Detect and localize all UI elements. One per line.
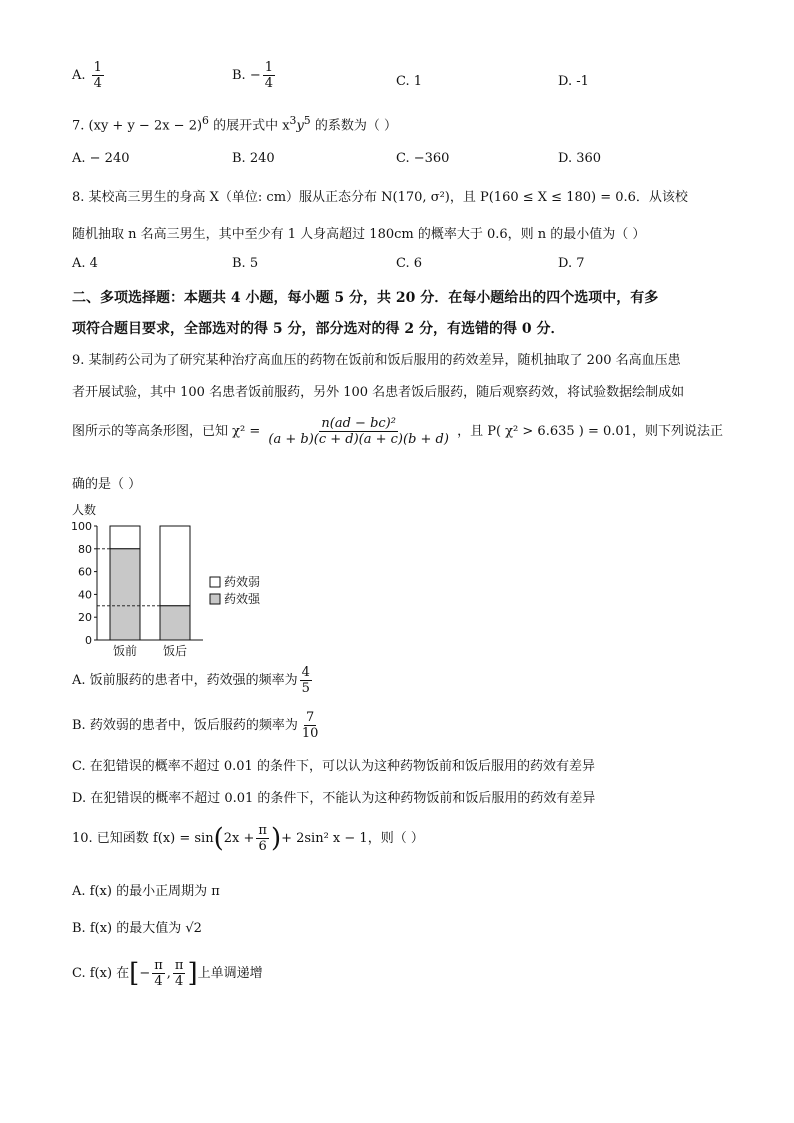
q7-option-c: C. −360: [396, 151, 450, 166]
q6-option-d: D. -1: [558, 74, 589, 89]
q7-option-a: A. − 240: [72, 151, 130, 166]
q7-option-d: D. 360: [558, 151, 602, 166]
q9-option-d: D. 在犯错误的概率不超过 0.01 的条件下，不能认为这种药物饭前和饭后服用的药效有差异: [72, 791, 596, 806]
y-tick-label: 60: [78, 565, 92, 579]
q9-option-a: A. 饭前服药的患者中，药效强的频率为 $\frac{4}{5}$: [72, 665, 310, 696]
bar-weak: [110, 526, 140, 549]
q8-line1: 8. 某校高三男生的身高 X（单位: cm）服从正态分布 N(170, σ²)，且 P(160 ≤ X ≤ 180) = 0.6．从该校: [72, 190, 688, 205]
q8-option-c: C. 6: [396, 256, 423, 271]
y-axis-label: 人数: [72, 503, 97, 517]
q9-option-c: C. 在犯错误的概率不超过 0.01 的条件下，可以认为这种药物饭前和饭后服用的药效有差异: [72, 759, 595, 774]
legend-label-weak: 药效弱: [224, 575, 261, 589]
bar-chart: [60, 500, 300, 665]
legend-label-strong: 药效强: [224, 592, 261, 606]
q8-option-b: B. 5: [232, 256, 259, 271]
legend-swatch-strong: [210, 594, 220, 604]
q9-line2: 者开展试验，其中 100 名患者饭前服药，另外 100 名患者饭后服药，随后观察药效，将试验数据绘制成如: [72, 385, 685, 400]
bar-weak: [160, 526, 190, 606]
q6-option-a: A. $\frac{1}{4}$: [72, 60, 102, 91]
y-tick-label: 40: [78, 588, 92, 602]
legend-swatch-weak: [210, 577, 220, 587]
q10-option-a: A. f(x) 的最小正周期为 π: [72, 884, 220, 899]
bar-strong: [160, 606, 190, 640]
q10-stem: 10. 已知函数 f(x) = sin(2x + $\frac{\pi}{6}$ )+ 2sin² x − 1，则（ ）: [72, 823, 424, 854]
section2-line1: 二、多项选择题：本题共 4 小题，每小题 5 分，共 20 分．在每小题给出的四个选项中，有多: [72, 290, 659, 306]
q9-line1: 9. 某制药公司为了研究某种治疗高血压的药物在饭前和饭后服用的药效差异，随机抽取了 200 名高血压患: [72, 353, 681, 368]
q9-option-b: B. 药效弱的患者中，饭后服药的频率为 $\frac{7}{10}$: [72, 710, 319, 741]
q7-stem: 7. (xy + y − 2x − 2)$^6$ 的展开式中 $x^3y^5$ 的系数为（ ）: [72, 114, 397, 134]
q8-option-d: D. 7: [558, 256, 585, 271]
y-tick-label: 80: [78, 542, 92, 556]
q10-option-b: B. f(x) 的最大值为 √2: [72, 921, 202, 936]
q9-line4: 确的是（ ）: [72, 477, 142, 492]
q10-option-c: C. f(x) 在[− $\frac{\pi}{4}$ , $\frac{\pi}{4}$ ]上单调递增: [72, 958, 263, 989]
q9-line3: 图所示的等高条形图，已知 χ² = $\frac{\text{n(ad − bc)²}}{(a + b)(c + d)(a + c)(b + d)}$ ，且 P( χ² > 6.635 ) = 0.01，则下列说法正: [72, 416, 723, 447]
q8-line2: 随机抽取 n 名高三男生，其中至少有 1 人身高超过 180cm 的概率大于 0.6，则 n 的最小值为（ ）: [72, 227, 646, 242]
q6-option-b: B. − $\frac{1}{4}$: [232, 60, 274, 91]
y-tick-label: 0: [85, 634, 92, 647]
bar-strong: [110, 549, 140, 640]
x-tick-label: 饭前: [112, 644, 138, 658]
section2-line2: 项符合题目要求，全部选对的得 5 分，部分选对的得 2 分，有选错的得 0 分．: [72, 321, 565, 337]
x-tick-label: 饭后: [162, 644, 188, 658]
q7-option-b: B. 240: [232, 151, 275, 166]
q8-option-a: A. 4: [72, 256, 98, 271]
y-tick-label: 100: [71, 520, 92, 533]
q6-option-c: C. 1: [396, 74, 423, 89]
y-tick-label: 20: [78, 611, 92, 625]
chi-square-formula: $\frac{\text{n(ad − bc)²}}{(a + b)(c + d)(a + c)(b + d)}$: [268, 416, 449, 447]
